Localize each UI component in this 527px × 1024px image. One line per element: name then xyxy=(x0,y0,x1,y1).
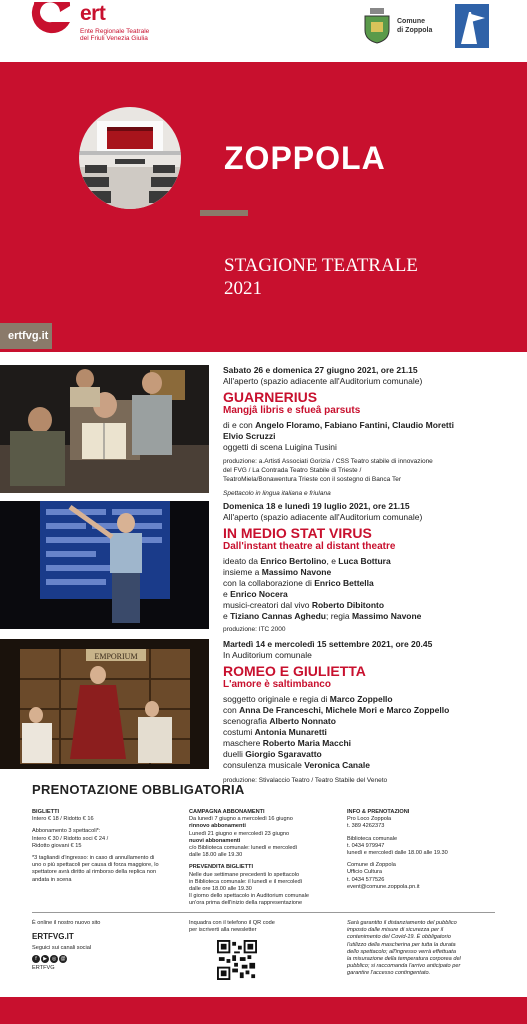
credits-name: Enrico Bertolino xyxy=(260,556,327,566)
qr-code-icon[interactable] xyxy=(217,940,257,980)
presale-line: dalle ore 18.00 alle 19.30 xyxy=(189,886,252,893)
tickets-note: uno o più spettacoli per causa di forza maggiore, lo xyxy=(32,862,159,869)
credits-line-6 xyxy=(223,749,519,760)
covid-line: dello spettacolo; all'ingresso verrà effettuata xyxy=(347,948,456,955)
ert-subtitle-line1: Ente Regionale Teatrale xyxy=(80,28,150,35)
tickets-line: Intero € 18 / Ridotto € 16 xyxy=(32,816,94,823)
credits-prefix: ideato da xyxy=(223,556,261,566)
subscription-line: dalle 18.00 alle 19.30 xyxy=(189,852,243,859)
season-title: STAGIONE TEATRALE xyxy=(224,255,418,276)
subscription-sub: rinnovo abbonamenti xyxy=(189,823,246,830)
credits-name: Antonia Munaretti xyxy=(254,727,327,737)
presale-line: Il giorno dello spettacolo in Auditorium comunale xyxy=(189,893,310,900)
credits-line-3 xyxy=(223,716,519,727)
show-in-medio-stat-virus xyxy=(0,501,527,633)
tickets-heading: BIGLIETTI xyxy=(32,809,60,815)
credits-prefix: scenografia xyxy=(223,716,270,726)
subscription-line: Da lunedì 7 giugno a mercoledì 16 giugno xyxy=(189,816,293,823)
credits-line-2 xyxy=(223,705,519,716)
credits-name: Massimo Navone xyxy=(261,567,332,577)
credits-names-2: Elvio Scruzzi xyxy=(223,431,276,441)
guarnerius-photo xyxy=(0,365,209,493)
credits-connector: , e xyxy=(326,556,339,566)
hero-banner xyxy=(0,62,527,352)
credits-name: Massimo Navone xyxy=(351,611,422,621)
credits-line xyxy=(223,420,519,431)
show-date: Sabato 26 e domenica 27 giugno 2021, ore 21.15 xyxy=(223,365,418,375)
objects-line xyxy=(223,442,519,453)
covid-line: contenimento del Covid-19. È obbligatorio xyxy=(347,934,451,941)
info-phone[interactable]: t. 0434 979947 xyxy=(347,842,385,849)
credits-line-5 xyxy=(223,738,519,749)
credits-prefix: soggetto originale e regia di xyxy=(223,694,330,704)
show-date: Martedì 14 e mercoledì 15 settembre 2021, ore 20.45 xyxy=(223,639,433,649)
show-title: ROMEO E GIULIETTA xyxy=(223,663,366,679)
email-icon[interactable]: @ xyxy=(60,956,66,963)
credits-line-4 xyxy=(223,589,519,600)
ert-name: ert xyxy=(80,2,106,25)
tickets-line: Intero € 30 / Ridotto soci € 24 / xyxy=(32,835,109,842)
credits-name: Veronica Canale xyxy=(304,760,370,770)
presale-line: un'ora prima dell'inizio della rappresentazione xyxy=(189,900,303,907)
credits-line-4 xyxy=(223,727,519,738)
social-handle: ERTFVG xyxy=(32,964,55,971)
covid-line: l'utilizzo della mascherina per tutta la durata xyxy=(347,941,456,948)
comune-crest-icon xyxy=(362,8,392,44)
youtube-icon[interactable]: ▶ xyxy=(41,955,49,963)
footer-band xyxy=(0,997,527,1024)
info-line: Pro Loco Zoppola xyxy=(347,816,392,823)
language-note: Spettacolo in lingua italiana e friulana xyxy=(223,490,331,497)
booking-title: PRENOTAZIONE OBBLIGATORIA xyxy=(32,782,245,797)
credits-line-6 xyxy=(223,611,519,622)
ert-logo-icon xyxy=(30,2,74,40)
follow-text: Seguici sui canali social xyxy=(32,945,92,952)
credits-prefix: consulenza musicale xyxy=(223,760,305,770)
credits-line-2 xyxy=(223,431,519,442)
header xyxy=(0,0,527,62)
objects-prefix: oggetti di scena xyxy=(223,442,285,452)
presale-line: in Biblioteca comunale: il lunedì e il mercoledì xyxy=(189,878,303,885)
show-venue: All'aperto (spazio adiacente all'Auditorium comunale) xyxy=(223,512,423,522)
instagram-icon[interactable]: ◎ xyxy=(51,956,57,963)
credits-name: Marco Zoppello xyxy=(329,694,393,704)
credits-line-1 xyxy=(223,694,519,705)
theatre-interior-photo xyxy=(79,107,181,209)
covid-line: pubblico; si raccomanda l'arrivo anticipato per xyxy=(347,963,461,970)
credits-line-7 xyxy=(223,760,519,771)
footer-divider xyxy=(32,912,495,913)
in-medio-stat-virus-photo xyxy=(0,501,209,629)
credits-name: Anna De Franceschi, Michele Mori e Marco Zoppello xyxy=(239,705,450,715)
covid-line: Sarà garantito il distanziamento del pubblico xyxy=(347,920,457,926)
show-subtitle: Dall'instant theatre al distant theatre xyxy=(223,541,396,552)
production-line: produzione: ITC 2000 xyxy=(223,626,286,633)
objects-name: Luigina Tusini xyxy=(284,442,337,452)
tickets-note: *3 tagliandi d'ingresso: in caso di annullamento di xyxy=(32,855,155,862)
subscription-column xyxy=(189,809,339,908)
tickets-line: Ridotto giovani € 15 xyxy=(32,842,82,849)
tickets-note: spettatore avrà diritto al rimborso della replica non xyxy=(32,869,157,876)
credits-name: Enrico Bettella xyxy=(314,578,374,588)
credits-prefix: costumi xyxy=(223,727,255,737)
show-info xyxy=(223,639,519,785)
credits-prefix: con xyxy=(223,705,240,715)
credits-prefix: e xyxy=(223,589,231,599)
show-date: Domenica 18 e lunedì 19 luglio 2021, ore 21.15 xyxy=(223,501,410,511)
show-guarnerius xyxy=(0,365,527,497)
credits-names: Angelo Floramo, Fabiano Fantini, Claudio Moretti xyxy=(255,420,454,430)
info-line: Comune di Zoppola xyxy=(347,862,396,869)
info-phone[interactable]: t. 389 4262373 xyxy=(347,823,385,830)
info-phone[interactable]: t. 0434 577526 xyxy=(347,876,385,883)
show-subtitle: Mangjâ libris e sfueâ parsuts xyxy=(223,405,361,416)
credits-connector: ; regia xyxy=(325,611,352,621)
subscription-sub: nuovi abbonamenti xyxy=(189,837,241,844)
qr-text-line: per iscriverti alla newsletter xyxy=(189,927,257,934)
info-line: Ufficio Cultura xyxy=(347,869,383,876)
info-line: Biblioteca comunale xyxy=(347,835,398,842)
show-venue: All'aperto (spazio adiacente all'Auditorium comunale) xyxy=(223,376,423,386)
production-line-3: TeatroMiela/Bonawentura Trieste con il sostegno di Banca Ter xyxy=(223,476,402,483)
subscription-heading: CAMPAGNA ABBONAMENTI xyxy=(189,809,265,815)
pro-loco-logo-icon xyxy=(455,4,489,48)
website-link[interactable]: ERTFVG.IT xyxy=(32,932,74,942)
credits-line-2 xyxy=(223,567,519,578)
qr-text xyxy=(189,920,329,934)
credits-prefix: duelli xyxy=(223,749,246,759)
credits-name: Alberto Nonnato xyxy=(269,716,336,726)
page-title: ZOPPOLA xyxy=(224,140,386,176)
production-line-2: del FVG / La Contrada Teatro Stabile di Trieste / xyxy=(223,467,362,474)
covid-line: imposto dalle misure di sicurezza per il xyxy=(347,927,444,934)
ert-subtitle-line2: del Friuli Venezia Giulia xyxy=(80,35,148,42)
show-title: IN MEDIO STAT VIRUS xyxy=(223,525,372,541)
presale-heading: PREVENDITA BIGLIETTI xyxy=(189,864,254,871)
credits-prefix: maschere xyxy=(223,738,263,748)
info-email-link[interactable]: event@comune.zoppola.pn.it xyxy=(347,883,420,890)
info-line: lunedì e mercoledì dalle 18.00 alle 19.30 xyxy=(347,850,448,857)
facebook-icon[interactable]: f xyxy=(32,955,40,963)
show-info xyxy=(223,501,519,634)
show-subtitle: L'amore è saltimbanco xyxy=(223,679,331,690)
covid-notice xyxy=(347,920,497,978)
credits-name: Tiziano Cannas Aghedu xyxy=(230,611,326,621)
tickets-note: andata in scena xyxy=(32,876,72,883)
credits-line-3 xyxy=(223,578,519,589)
production-line: produzione: Stivalaccio Teatro / Teatro Stabile del Veneto xyxy=(223,777,388,784)
covid-line: la misurazione della temperatura corporea del xyxy=(347,956,461,963)
romeo-e-giulietta-photo xyxy=(0,639,209,769)
show-venue: In Auditorium comunale xyxy=(223,650,312,660)
subscription-line: c/o Biblioteca comunale: lunedì e mercoledì xyxy=(189,845,298,852)
credits-prefix: e xyxy=(223,611,231,621)
credits-name: Luca Bottura xyxy=(338,556,391,566)
credits-name: Enrico Nocera xyxy=(230,589,288,599)
credits-name: Roberto Dibitonto xyxy=(311,600,385,610)
tickets-line: Abbonamento 3 spettacoli*: xyxy=(32,828,101,835)
info-heading: INFO & PRENOTAZIONI xyxy=(347,809,410,815)
credits-prefix: musici-creatori dal vivo xyxy=(223,600,312,610)
social-icons xyxy=(32,955,182,963)
comune-line1: Comune xyxy=(397,18,425,25)
credits-prefix: di e con xyxy=(223,420,256,430)
credits-prefix: insieme a xyxy=(223,567,262,577)
subscription-line: Lunedì 21 giugno e mercoledì 23 giugno xyxy=(189,830,290,837)
online-text: È online il nostro nuovo sito xyxy=(32,920,101,926)
show-title: GUARNERIUS xyxy=(223,389,318,405)
covid-line: garantire l'accesso contingentato. xyxy=(347,970,431,977)
title-divider xyxy=(200,210,248,216)
season-year: 2021 xyxy=(224,278,262,299)
qr-text-line: Inquadra con il telefono il QR code xyxy=(189,920,275,926)
credits-name: Giorgio Sgaravatto xyxy=(245,749,322,759)
presale-line: Nelle due settimane precedenti lo spettacolo xyxy=(189,871,300,878)
show-romeo-e-giulietta xyxy=(0,639,527,784)
show-info xyxy=(223,365,519,498)
production-line-1: produzione: a.Artisti Associati Gorizia / CSS Teatro stabile di innovazione xyxy=(223,458,433,465)
website-block xyxy=(32,920,182,972)
info-column xyxy=(347,809,497,891)
credits-line-1 xyxy=(223,556,519,567)
credits-name: Roberto Maria Macchi xyxy=(262,738,352,748)
emporium-sign: EMPORIUM xyxy=(94,652,138,661)
credits-line-5 xyxy=(223,600,519,611)
site-tag-link[interactable]: ertfvg.it xyxy=(0,323,52,349)
credits-prefix: con la collaborazione di xyxy=(223,578,315,588)
comune-line2: di Zoppola xyxy=(397,27,433,34)
tickets-column xyxy=(32,809,182,884)
